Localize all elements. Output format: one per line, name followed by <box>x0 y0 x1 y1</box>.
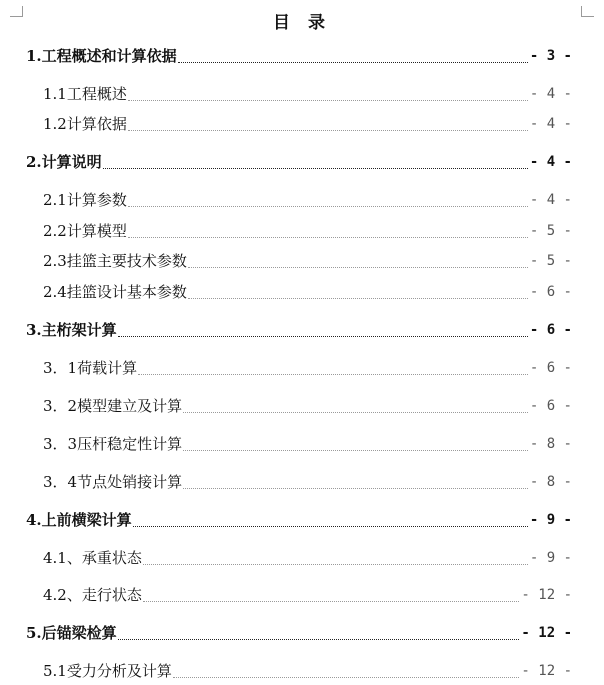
toc-page-number: - 4 - <box>529 86 572 102</box>
toc-page-number: - 8 - <box>529 436 572 452</box>
toc-leader-dots <box>183 488 528 489</box>
toc-leader-dots <box>143 601 519 602</box>
toc-leader-dots <box>188 298 528 299</box>
toc-entry[interactable] <box>0 114 604 136</box>
toc-leader-dots <box>183 412 528 413</box>
toc-page-number: - 8 - <box>529 474 572 490</box>
toc-entry[interactable] <box>0 46 604 68</box>
toc-entry-label: 2.4挂篮设计基本参数 <box>43 283 187 301</box>
toc-entry[interactable] <box>0 396 604 418</box>
toc-page-number: - 12 - <box>521 663 572 679</box>
toc-entry-label: 2.3挂篮主要技术参数 <box>43 252 187 270</box>
toc-leader-dots <box>183 450 528 451</box>
toc-entry-label: 4.1、承重状态 <box>43 549 142 567</box>
toc-entry-label: 3．4节点处销接计算 <box>43 473 183 491</box>
toc-leader-dots <box>128 237 528 238</box>
toc-leader-dots <box>128 206 528 207</box>
toc-entry-label: 5.后锚梁检算 <box>26 624 117 642</box>
toc-entry[interactable] <box>0 282 604 304</box>
toc-entry[interactable] <box>0 358 604 380</box>
toc-page-number: - 3 - <box>529 48 572 64</box>
toc-entry-label: 4.2、走行状态 <box>43 586 142 604</box>
toc-entry[interactable] <box>0 472 604 494</box>
toc-entry[interactable] <box>0 623 604 645</box>
toc-page-number: - 4 - <box>529 192 572 208</box>
toc-page-number: - 12 - <box>521 587 572 603</box>
toc-leader-dots <box>143 564 528 565</box>
toc-page-number: - 5 - <box>529 223 572 239</box>
toc-entry-label: 2.1计算参数 <box>43 191 127 209</box>
toc-entry-label: 3．2模型建立及计算 <box>43 397 183 415</box>
toc-entry[interactable] <box>0 84 604 106</box>
toc-leader-dots <box>133 526 528 527</box>
toc-entry[interactable] <box>0 510 604 532</box>
toc-entry-label: 2.2计算模型 <box>43 222 127 240</box>
toc-page-number: - 6 - <box>529 284 572 300</box>
toc-leader-dots <box>118 639 519 640</box>
toc-page-number: - 9 - <box>529 512 572 528</box>
toc-title: 目 录 <box>273 13 331 33</box>
toc-page-number: - 4 - <box>529 154 572 170</box>
toc-page-number: - 9 - <box>529 550 572 566</box>
toc-leader-dots <box>178 62 528 63</box>
toc-entry-label: 1.1工程概述 <box>43 85 127 103</box>
toc-entry-label: 5.1受力分析及计算 <box>43 662 172 680</box>
toc-page-number: - 4 - <box>529 116 572 132</box>
toc-entry[interactable] <box>0 190 604 212</box>
toc-page-number: - 6 - <box>529 398 572 414</box>
toc-page-number: - 6 - <box>529 360 572 376</box>
toc-leader-dots <box>118 336 528 337</box>
toc-page-number: - 5 - <box>529 253 572 269</box>
toc-leader-dots <box>173 677 519 678</box>
toc-entry[interactable] <box>0 585 604 607</box>
toc-entry-label: 1.2计算依据 <box>43 115 127 133</box>
toc-entry[interactable] <box>0 221 604 243</box>
toc-entry-label: 3．1荷载计算 <box>43 359 138 377</box>
toc-leader-dots <box>128 100 528 101</box>
toc-leader-dots <box>128 130 528 131</box>
toc-entry-label: 3.主桁架计算 <box>26 321 117 339</box>
toc-page-number: - 12 - <box>521 625 572 641</box>
toc-entry-label: 1.工程概述和计算依据 <box>26 47 177 65</box>
toc-entry[interactable] <box>0 661 604 683</box>
toc-entry-label: 2.计算说明 <box>26 153 102 171</box>
toc-page-number: - 6 - <box>529 322 572 338</box>
toc-leader-dots <box>188 267 528 268</box>
toc-entry[interactable] <box>0 152 604 174</box>
toc-entry[interactable] <box>0 434 604 456</box>
toc-entry[interactable] <box>0 251 604 273</box>
toc-leader-dots <box>103 168 528 169</box>
toc-entry-label: 3．3压杆稳定性计算 <box>43 435 183 453</box>
toc-entry[interactable] <box>0 548 604 570</box>
toc-entry-label: 4.上前横梁计算 <box>26 511 132 529</box>
toc-entry[interactable] <box>0 320 604 342</box>
toc-leader-dots <box>138 374 528 375</box>
